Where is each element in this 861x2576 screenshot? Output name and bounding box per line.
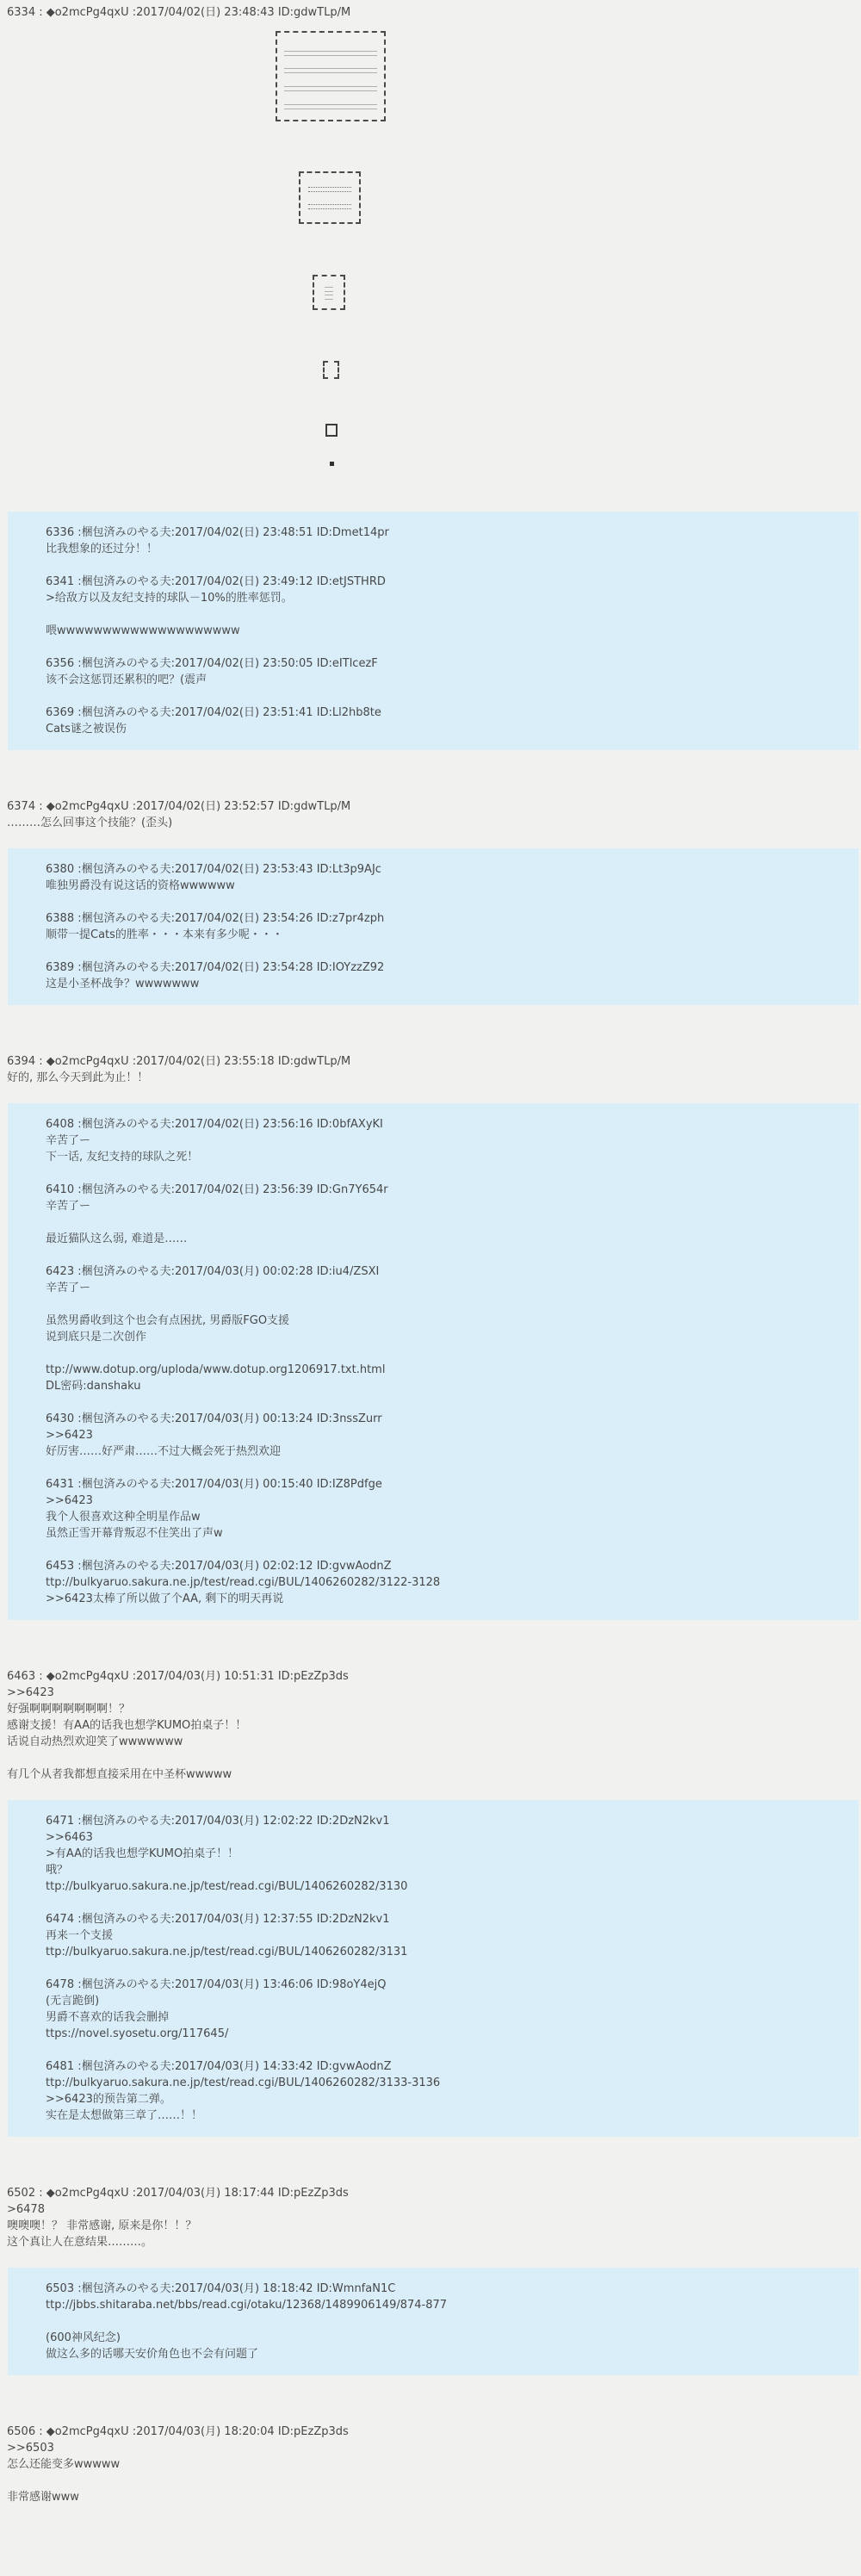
post-line: >>6423: [46, 1429, 93, 1442]
post-line: >>6423: [46, 1494, 93, 1507]
post-line: 好的, 那么今天到此为止！！: [7, 1071, 149, 1084]
aa-box: [323, 361, 339, 379]
post-line: ttp://bulkyaruo.sakura.ne.jp/test/read.cgi/BUL/1406260282/3131: [46, 1946, 408, 1958]
post-header: 6410 :梱包済みのやる夫:2017/04/02(日) 23:56:39 ID:Gn7Y654r: [46, 1183, 388, 1196]
post-line: [46, 1214, 850, 1231]
post-6481: [46, 2058, 850, 2124]
post-line: 感谢支援！有AA的话我也想学KUMO拍桌子！！: [7, 1719, 247, 1732]
aa-dotted-line: [285, 86, 377, 91]
post-6410: [46, 1182, 850, 1247]
post-line: 喂wwwwwwwwwwwwwwwwwwww: [46, 624, 240, 637]
post-6430: [46, 1411, 850, 1460]
aa-dotted-line: [308, 204, 351, 209]
post-line: 辛苦了ー: [46, 1200, 91, 1213]
post-line: DL密码:danshaku: [46, 1380, 141, 1393]
aa-dotted-line: [285, 68, 377, 73]
post-6334: [0, 4, 861, 512]
post-header: 6431 :梱包済みのやる夫:2017/04/03(月) 00:15:40 ID:IZ8Pdfge: [46, 1478, 382, 1491]
post-line: 最近猫队这么弱, 难道是……: [46, 1232, 188, 1245]
post-line: 说到底只是二次创作: [46, 1331, 147, 1344]
reply-block: [8, 1103, 858, 1620]
post-6388: [46, 910, 850, 943]
post-6336: [46, 525, 850, 557]
aa-dotted-line: [325, 295, 333, 300]
post-line: >有AA的话我也想学KUMO拍桌子！！: [46, 1847, 239, 1860]
post-6423: [46, 1263, 850, 1394]
aa-box: [299, 171, 361, 224]
post-line: >>6503: [7, 2442, 54, 2455]
post-line: 噢噢噢！？ 非常感谢, 原来是你！！？: [7, 2219, 197, 2232]
post-line: 男爵不喜欢的话我会删掉: [46, 2011, 170, 2024]
post-line: 这个真让人在意结果………。: [7, 2236, 153, 2249]
post-line: ………怎么回事这个技能？(歪头): [7, 816, 173, 829]
post-line: >给敌方以及友纪支持的球队－10%的胜率惩罚。: [46, 592, 293, 605]
post-header: 6463 : ◆o2mcPg4qxU :2017/04/03(月) 10:51:31 ID:pEzZp3ds: [7, 1670, 349, 1683]
post-line: 唯独男爵没有说这话的资格wwwwww: [46, 879, 235, 892]
post-line: ttp://bulkyaruo.sakura.ne.jp/test/read.cgi/BUL/1406260282/3122-3128: [46, 1576, 441, 1589]
reply-block: [8, 1800, 858, 2137]
post-header: 6388 :梱包済みのやる夫:2017/04/02(日) 23:54:26 ID:z7pr4zph: [46, 912, 385, 925]
post-6356: [46, 655, 850, 688]
post-header: 6380 :梱包済みのやる夫:2017/04/02(日) 23:53:43 ID:Lt3p9AJc: [46, 863, 381, 876]
post-line: (600神风纪念): [46, 2331, 121, 2344]
post-header: 6503 :梱包済みのやる夫:2017/04/03(月) 18:18:42 ID:WmnfaN1C: [46, 2282, 396, 2295]
post-line: (无言跪倒): [46, 1995, 100, 2008]
post-6502: [0, 2137, 861, 2268]
post-header: 6478 :梱包済みのやる夫:2017/04/03(月) 13:46:06 ID:98oY4ejQ: [46, 1978, 387, 1991]
post-header: 6474 :梱包済みのやる夫:2017/04/03(月) 12:37:55 ID:2DzN2kv1: [46, 1913, 390, 1926]
aa-box: [325, 424, 338, 437]
post-6341: [46, 574, 850, 639]
post-header: 6336 :梱包済みのやる夫:2017/04/02(日) 23:48:51 ID:Dmet14pr: [46, 526, 389, 539]
post-header: 6356 :梱包済みのやる夫:2017/04/02(日) 23:50:05 ID:eITlcezF: [46, 657, 378, 670]
post-line: 我个人很喜欢这种全明星作品w: [46, 1511, 201, 1524]
post-line: 哦？: [46, 1864, 69, 1877]
post-header: 6341 :梱包済みのやる夫:2017/04/02(日) 23:49:12 ID:etJSTHRD: [46, 575, 386, 588]
post-6394: [0, 1005, 861, 1103]
post-line: 做这么多的话哪天安价角色也不会有问题了: [46, 2348, 259, 2361]
post-header: 6430 :梱包済みのやる夫:2017/04/03(月) 00:13:24 ID:3nssZurr: [46, 1412, 382, 1425]
post-6369: [46, 705, 850, 737]
post-6474: [46, 1911, 850, 1960]
post-line: 好厉害……好严肃……不过大概会死于热烈欢迎: [46, 1445, 282, 1458]
post-line: >>6463: [46, 1831, 93, 1844]
ascii-art: [0, 21, 852, 494]
post-line: >>6423的预告第二弹。: [46, 2093, 171, 2106]
post-line: 比我想象的还过分！！: [46, 543, 158, 556]
post-line: 虽然男爵收到这个也会有点困扰, 男爵版FGO支援: [46, 1314, 290, 1327]
aa-dotted-line: [285, 104, 377, 109]
post-line: [7, 1750, 852, 1766]
post-header: 6423 :梱包済みのやる夫:2017/04/03(月) 00:02:28 ID:iu4/ZSXI: [46, 1265, 380, 1278]
post-line: 这是小圣杯战争？wwwwwww: [46, 978, 200, 990]
aa-dot: [330, 462, 334, 466]
post-header: 6453 :梱包済みのやる夫:2017/04/03(月) 02:02:12 ID:gvwAodnZ: [46, 1560, 392, 1573]
post-line: [7, 2473, 852, 2489]
post-header: 6389 :梱包済みのやる夫:2017/04/02(日) 23:54:28 ID:IOYzzZ92: [46, 961, 385, 974]
post-line: 辛苦了ー: [46, 1134, 91, 1147]
post-line: 再来一个支援: [46, 1929, 114, 1942]
aa-dotted-line: [285, 51, 377, 56]
post-header: 6334 : ◆o2mcPg4qxU :2017/04/02(日) 23:48:43 ID:gdwTLp/M: [7, 6, 351, 19]
post-line: 好强啊啊啊啊啊啊啊！？: [7, 1703, 131, 1716]
post-line: ttps://novel.syosetu.org/117645/: [46, 2027, 229, 2040]
post-6506: [0, 2375, 861, 2523]
post-header: 6481 :梱包済みのやる夫:2017/04/03(月) 14:33:42 ID:gvwAodnZ: [46, 2060, 392, 2073]
aa-box: [276, 31, 386, 121]
post-6453: [46, 1558, 850, 1607]
post-6463: [0, 1620, 861, 1800]
post-line: ttp://jbbs.shitaraba.net/bbs/read.cgi/otaku/12368/1489906149/874-877: [46, 2299, 448, 2312]
post-6389: [46, 959, 850, 992]
post-header: 6471 :梱包済みのやる夫:2017/04/03(月) 12:02:22 ID:2DzN2kv1: [46, 1815, 390, 1828]
reply-block: [8, 512, 858, 750]
post-6431: [46, 1476, 850, 1542]
post-line: 辛苦了ー: [46, 1282, 91, 1294]
reply-block: [8, 848, 858, 1005]
post-line: Cats谜之被误伤: [46, 723, 127, 736]
post-line: >6478: [7, 2203, 45, 2216]
post-line: 该不会这惩罚还累积的吧？(震声: [46, 673, 208, 686]
aa-dotted-line: [325, 287, 333, 292]
post-header: 6374 : ◆o2mcPg4qxU :2017/04/02(日) 23:52:57 ID:gdwTLp/M: [7, 800, 351, 813]
post-line: 有几个从者我都想直接采用在中圣杯wwwww: [7, 1768, 232, 1781]
post-line: >>6423: [7, 1686, 54, 1699]
post-line: [46, 1296, 850, 1313]
post-header: 6506 : ◆o2mcPg4qxU :2017/04/03(月) 18:20:04 ID:pEzZp3ds: [7, 2425, 349, 2438]
post-6380: [46, 861, 850, 894]
aa-box: [313, 275, 345, 310]
post-line: 怎么还能变多wwwww: [7, 2458, 121, 2471]
post-header: 6394 : ◆o2mcPg4qxU :2017/04/02(日) 23:55:18 ID:gdwTLp/M: [7, 1055, 351, 1068]
post-line: ttp://www.dotup.org/uploda/www.dotup.org1206917.txt.html: [46, 1363, 386, 1376]
post-line: [46, 606, 850, 623]
reply-block: [8, 2268, 858, 2375]
post-line: ttp://bulkyaruo.sakura.ne.jp/test/read.cgi/BUL/1406260282/3133-3136: [46, 2076, 441, 2089]
post-line: 下一话, 友纪支持的球队之死！: [46, 1151, 199, 1164]
post-6503: [46, 2281, 850, 2362]
post-6478: [46, 1977, 850, 2042]
post-line: 非常感谢www: [7, 2491, 79, 2504]
post-6471: [46, 1813, 850, 1895]
post-line: 虽然正雪开幕背叛忍不住笑出了声w: [46, 1527, 223, 1540]
post-line: ttp://bulkyaruo.sakura.ne.jp/test/read.cgi/BUL/1406260282/3130: [46, 1880, 408, 1893]
post-header: 6369 :梱包済みのやる夫:2017/04/02(日) 23:51:41 ID:Ll2hb8te: [46, 706, 381, 719]
post-6408: [46, 1116, 850, 1165]
post-line: 话说自动热烈欢迎笑了wwwwwww: [7, 1735, 183, 1748]
post-line: [46, 2313, 850, 2330]
post-header: 6502 : ◆o2mcPg4qxU :2017/04/03(月) 18:17:44 ID:pEzZp3ds: [7, 2187, 349, 2200]
post-line: [46, 1345, 850, 1362]
post-line: >>6423太棒了所以做了个AA, 剩下的明天再说: [46, 1592, 284, 1605]
post-header: 6408 :梱包済みのやる夫:2017/04/02(日) 23:56:16 ID:0bfAXyKI: [46, 1118, 383, 1131]
post-line: 顺带一提Cats的胜率・・・本来有多少呢・・・: [46, 928, 283, 941]
post-line: 实在是太想做第三章了……！！: [46, 2109, 203, 2122]
aa-dotted-line: [308, 187, 351, 192]
post-6374: [0, 750, 861, 848]
